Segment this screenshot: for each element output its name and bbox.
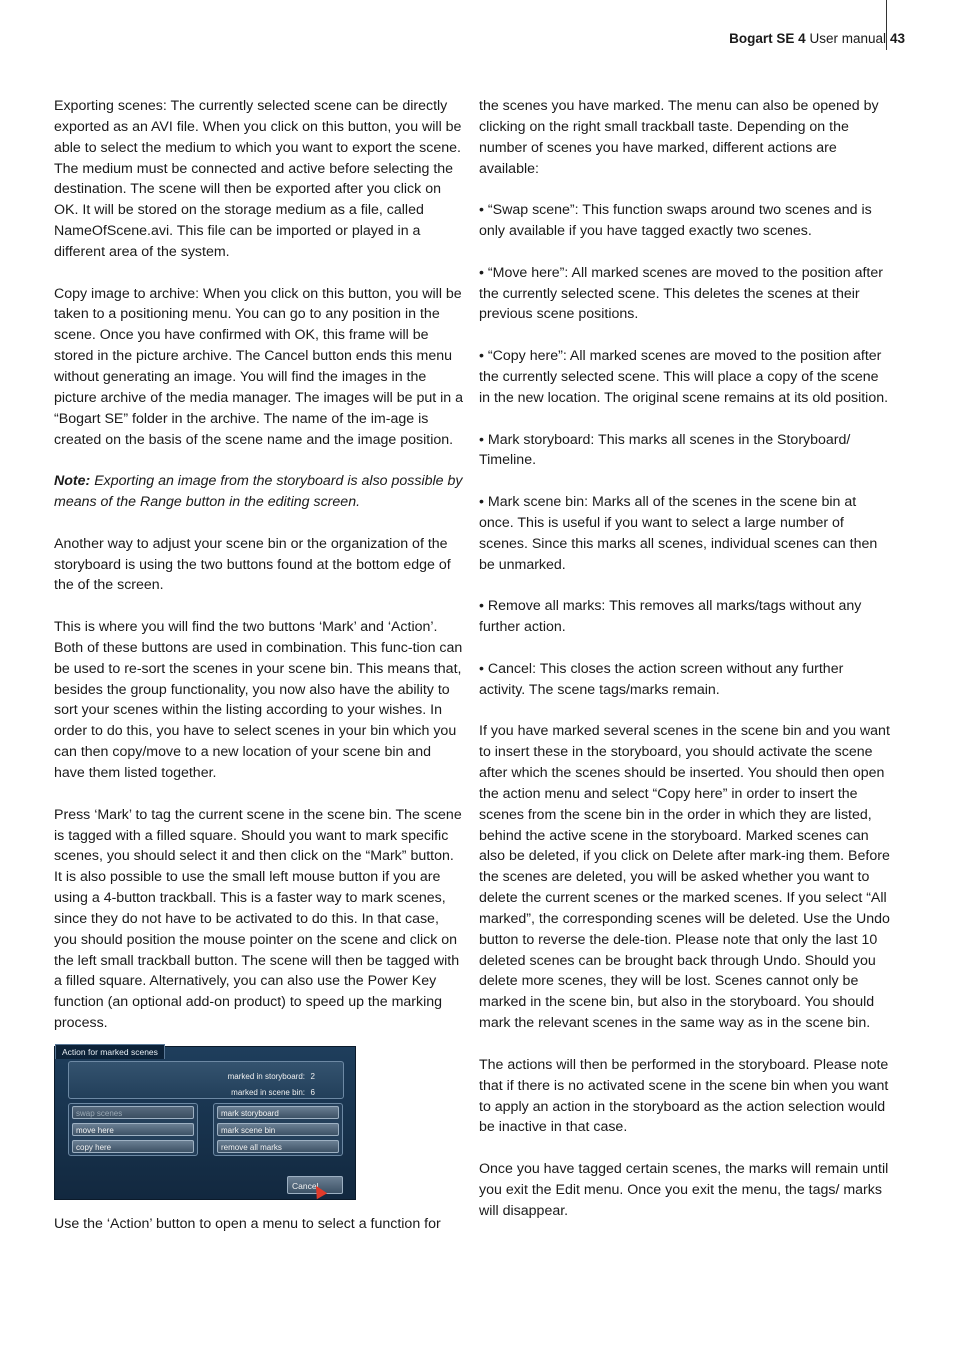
dialog-title: Action for marked scenes — [55, 1044, 165, 1059]
paragraph-marked-scenes: the scenes you have marked. The menu can also be opened by clicking on the right small trackball taste. Depending on the number of scenes you have marked, different actions are available: — [479, 98, 879, 177]
paragraph-marks-remain: Once you have tagged certain scenes, the marks will remain until you exit the Edit menu. Once you exit the menu, the tags/ marks will disappear. — [479, 1161, 889, 1219]
bullet-cancel: • Cancel: This closes the action screen without any further activity. The scene tags/marks remain. — [479, 660, 844, 698]
bullet-move-here: • “Move here”: All marked scenes are moved to the position after the currently selected scene. This deletes the scenes at their previous scene positions. — [479, 264, 883, 323]
bullet-mark-storyboard: • Mark storyboard: This marks all scenes in the Storyboard/ Timeline. — [479, 431, 851, 469]
paragraph-scene-bin: Another way to adjust your scene bin or the organization of the storyboard is using the two buttons found at the bottom edge of the of the screen. — [54, 535, 451, 594]
mark-storyboard-button[interactable]: mark storyboard — [217, 1106, 339, 1119]
right-column — [479, 96, 891, 1242]
left-column — [54, 96, 464, 1256]
page-number: 43 — [890, 31, 906, 46]
bullet-copy-here: • “Copy here”: All marked scenes are moved to the position after the currently selected scene. This will place a copy of the scene in the new location. The original scene remains at its old position. — [479, 348, 889, 406]
move-here-button[interactable]: move here — [72, 1123, 194, 1136]
paragraph-press-mark: Press ‘Mark’ to tag the current scene in the scene bin. The scene is tagged with a filled square. Should you want to mark specific scenes, you should select it and then click on the “Mark” button. It is also possible to use the small left mouse button if you are using a 4-button trackball. This is a faster way to mark scenes, since they do not have to be activated to do this. In that case, you should position the mouse pointer on the scene and click on the left small trackball button. The scene will then be tagged with a filled square. Alternatively, you can also use the Power Key function (an optional add-on product) to speed up the marking process. — [54, 806, 462, 1032]
mark-scene-bin-button[interactable]: mark scene bin — [217, 1123, 339, 1136]
paragraph-exporting-scenes: Exporting scenes: The currently selected scene can be directly exported as an AVI file. When you click on this button, you will be able to select the medium to which you want to export the scene. The medium must be connected and active before selecting the destination. The scene will then be exported after you click on OK. It will be stored on the storage medium as a file, called NameOfScene.avi. This file can be imported or played in a different area of the system. — [54, 98, 462, 260]
paragraph-actions-performed: The actions will then be performed in the storyboard. Please note that if there is no activated scene in the scene bin when you want to apply an action in the storyboard as the action selection would be inactive in that case. — [479, 1056, 889, 1136]
swap-scenes-button[interactable]: swap scenes — [72, 1106, 194, 1119]
marked-bin-value: 6 — [310, 1087, 315, 1097]
paragraph-mark-action: This is where you will find the two buttons ‘Mark’ and ‘Action’. Both of these buttons are used in combination. This func-tion can be used to re-sort the scenes in your scene bin. This means that, besides the group functionality, you now also have the ability to sort your scenes within the listing according to your wishes. In order to do this, you have to select scenes in your bin which you can then copy/move to a new location of your scene bin and have them listed together. — [54, 619, 463, 781]
bullet-mark-scene-bin: • Mark scene bin: Marks all of the scenes in the scene bin at once. This is useful if you want to select a large number of scenes. Since this marks all scenes, individual scenes can then be unmarked. — [479, 494, 878, 573]
left-action-group — [68, 1103, 198, 1156]
paragraph-use-action: Use the ‘Action’ button to open a menu to select a function for — [54, 1215, 441, 1232]
marked-storyboard-label: marked in storyboard: — [227, 1071, 305, 1081]
bullet-swap-scene: • “Swap scene”: This function swaps around two scenes and is only available if you have tagged exactly two scenes. — [479, 202, 872, 240]
paragraph-insert-storyboard: If you have marked several scenes in the scene bin and you want to insert these in the storyboard, you should activate the scene after which the scenes should be inserted. You should then open the action menu and select “Copy here” in order to insert the scenes from the scene bin in the order in which they are listed, behind the active scene in the storyboard. Marked scenes can also be deleted, if you click on Delete after mark-ing them. Before the scenes are deleted, you will be asked whether you want to delete the current scenes or the marked scenes. If you select “All marked”, the corresponding scenes will be deleted. Use the Undo button to reverse the dele-tion. Please note that only the last 10 deleted scenes can be brought back through Undo. Should you delete more scenes, they will be lost. Scenes cannot only be marked in the scene bin, but also in the storyboard. You should mark the relevant scenes in the same way as in the scene bin. — [479, 723, 890, 1032]
cancel-button[interactable]: Cancel — [287, 1176, 343, 1194]
right-action-group — [213, 1103, 343, 1156]
action-dialog-screenshot — [54, 1046, 356, 1200]
bullet-remove-all-marks: • Remove all marks: This removes all marks/tags without any further action. — [479, 598, 862, 636]
note-text: Exporting an image from the storyboard is also possible by means of the Range button in the editing screen. — [54, 473, 463, 511]
marked-storyboard-value: 2 — [310, 1071, 315, 1081]
note-paragraph — [54, 471, 464, 513]
header-divider — [886, 0, 887, 50]
manual-title: User manual — [805, 31, 886, 46]
marked-info-panel — [68, 1061, 344, 1099]
marked-bin-label: marked in scene bin: — [231, 1087, 305, 1097]
paragraph-copy-image: Copy image to archive: When you click on this button, you will be taken to a positioning menu. You can go to any position in the scene. Once you have confirmed with OK, this frame will be stored in the picture archive. The Cancel button ends this menu without generating an image. You will find the images in the picture archive of the media manager. The images will be put in a “Bogart SE” folder in the archive. The name of the im-age is created on the basis of the scene name and the image position. — [54, 285, 464, 448]
manual-brand: Bogart SE 4 — [729, 31, 806, 46]
copy-here-button[interactable]: copy here — [72, 1140, 194, 1153]
note-label: Note: — [54, 473, 91, 490]
remove-all-marks-button[interactable]: remove all marks — [217, 1140, 339, 1153]
page-header — [729, 30, 886, 48]
